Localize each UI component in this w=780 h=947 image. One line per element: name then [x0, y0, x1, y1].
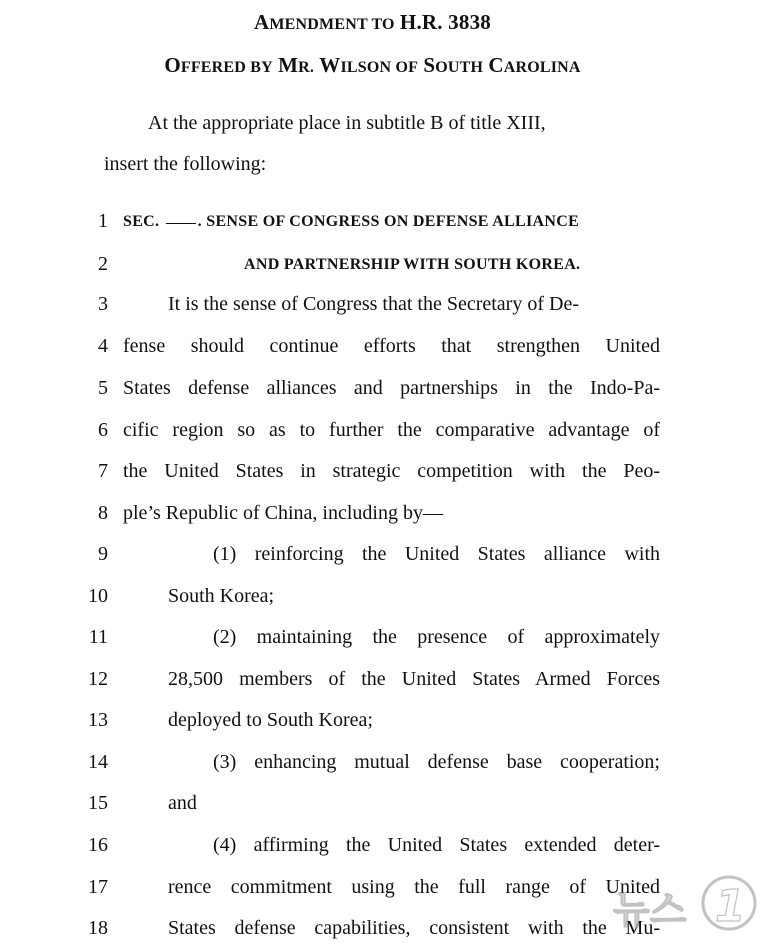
watermark-text: 뉴스 [613, 888, 687, 932]
line-text: (2) maintaining the presence of approximately [213, 626, 660, 648]
bill-line-15 [0, 792, 780, 822]
bill-line-10 [0, 585, 780, 615]
line-number: 11 [88, 626, 108, 648]
bill-line-4 [0, 335, 780, 365]
line-text: ple’s Republic of China, including by— [123, 502, 443, 524]
line-number: 2 [98, 253, 108, 275]
watermark-number: 1 [715, 881, 746, 932]
bill-line-16 [0, 834, 780, 864]
line-number: 4 [98, 335, 108, 357]
line-text: the United States in strategic competition with the Peo- [123, 460, 660, 482]
line-number: 6 [98, 419, 108, 441]
news1-watermark-logo [609, 873, 764, 933]
bill-line-7 [0, 460, 780, 490]
bill-line-3 [0, 293, 780, 323]
section-number-blank [166, 223, 196, 224]
bill-line-13 [0, 709, 780, 739]
line-number: 12 [88, 668, 108, 690]
line-text: and [168, 792, 197, 814]
bill-line-8 [0, 502, 780, 532]
section-heading-cont: AND PARTNERSHIP WITH SOUTH KOREA. [244, 256, 581, 273]
line-number: 5 [98, 377, 108, 399]
bill-line-14 [0, 751, 780, 781]
bill-line-12 [0, 668, 780, 698]
bill-line-5 [0, 377, 780, 407]
line-text: It is the sense of Congress that the Secretary of De- [168, 293, 579, 315]
line-text: fense should continue efforts that strengthen United [123, 335, 660, 357]
section-heading: SEC. . SENSE OF CONGRESS ON DEFENSE ALLIANCE [123, 213, 580, 230]
line-number: 14 [88, 751, 108, 773]
line-text: South Korea; [168, 585, 275, 607]
offered-by-title: OFFERED BY MR. WILSON OF SOUTH CAROLINA [164, 53, 581, 77]
line-number: 18 [88, 917, 108, 939]
line-number: 16 [88, 834, 108, 856]
bill-line-9 [0, 543, 780, 573]
line-number: 10 [88, 585, 108, 607]
line-text: cific region so as to further the comparative advantage of [123, 419, 660, 441]
line-text: (3) enhancing mutual defense base cooperation; [213, 751, 660, 773]
line-number: 8 [98, 502, 108, 524]
line-number: 9 [98, 543, 108, 565]
line-text: deployed to South Korea; [168, 709, 373, 731]
line-number: 15 [88, 792, 108, 814]
amendment-title: AMENDMENT TO H.R. 3838 [254, 10, 491, 34]
bill-line-6 [0, 419, 780, 449]
intro-line-1: At the appropriate place in subtitle B of title XIII, [148, 112, 546, 134]
bill-line-2 [0, 253, 780, 283]
line-number: 7 [98, 460, 108, 482]
line-text: States defense alliances and partnerships in the Indo-Pa- [123, 377, 660, 399]
line-text: rence commitment using the full range of United [168, 876, 660, 898]
line-text: (1) reinforcing the United States alliance with [213, 543, 660, 565]
line-text: (4) affirming the United States extended deter- [213, 834, 660, 856]
line-text: 28,500 members of the United States Armed Forces [168, 668, 660, 690]
bill-line-11 [0, 626, 780, 656]
line-number: 3 [98, 293, 108, 315]
line-number: 17 [88, 876, 108, 898]
line-number: 1 [98, 210, 108, 232]
line-text: States defense capabilities, consistent with the Mu- [168, 917, 660, 939]
intro-line-2: insert the following: [104, 153, 267, 175]
line-number: 13 [88, 709, 108, 731]
bill-line-1 [0, 210, 780, 240]
